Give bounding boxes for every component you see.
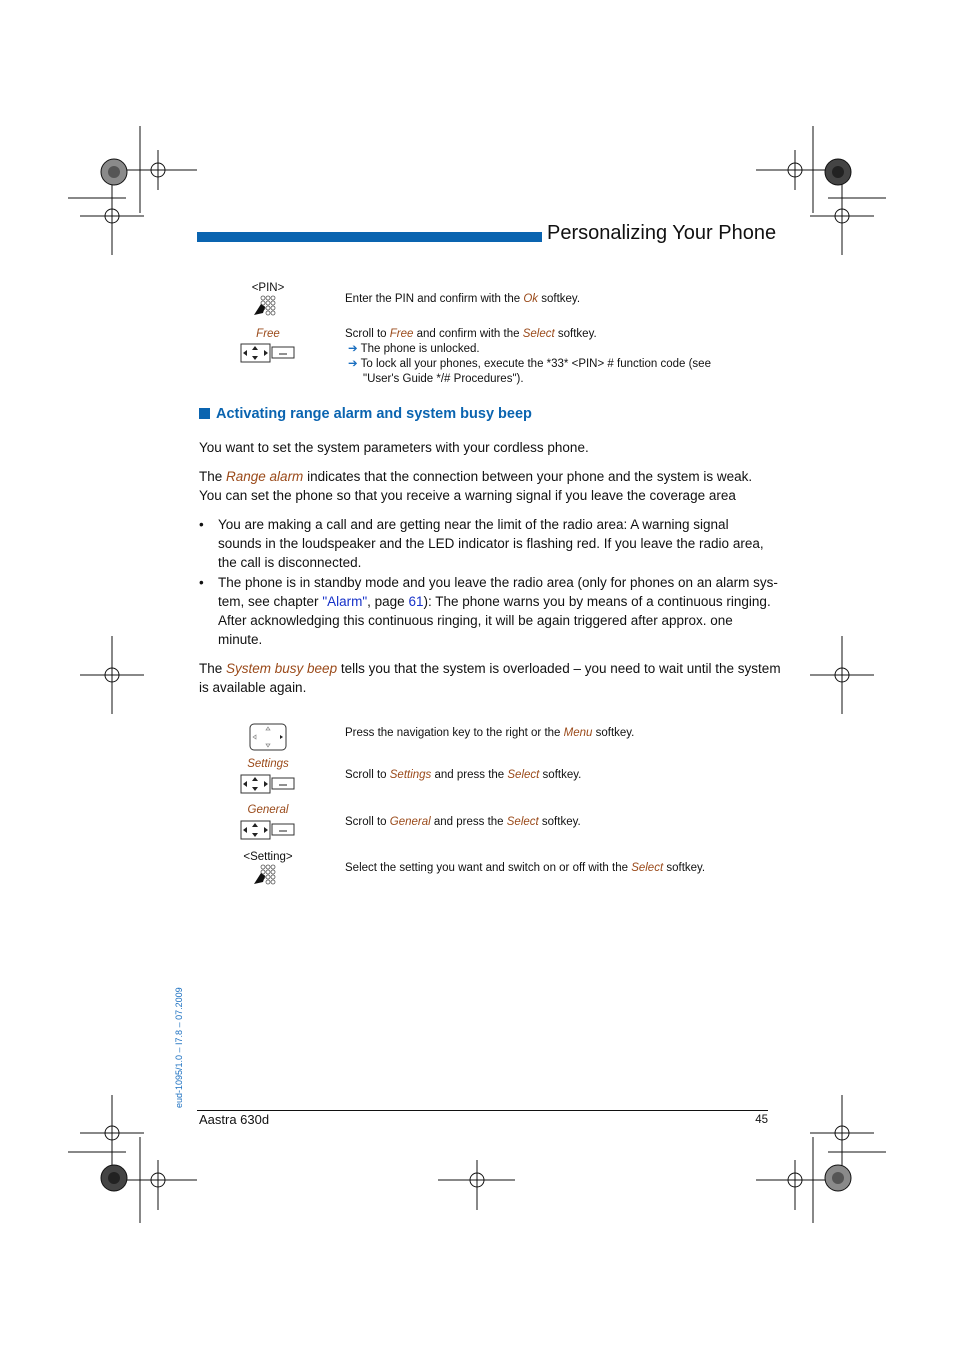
step-text-pin: Enter the PIN and confirm with the Ok softkey. xyxy=(345,293,581,305)
step-label-settings: Settings xyxy=(247,758,289,770)
busy-beep-paragraph: The System busy beep tells you that the system is overloaded – you need to wait until the system is available again. xyxy=(199,661,781,695)
bullet-item-standby: • The phone is in standby mode and you leave the radio area (only for phones on an alarm sys- tem, see chapter "Alarm", page 61): The phone warns you by means of a continuous ringing. After acknowledging this continuous ringing, it will be again triggered after approx. one minute. xyxy=(199,575,778,647)
arrow-icon: ➔ xyxy=(348,358,358,370)
step-label-general: General xyxy=(247,804,289,816)
registration-wheel-top-left xyxy=(101,159,127,185)
page-link[interactable]: 61 xyxy=(408,594,424,609)
range-alarm-paragraph: The Range alarm indicates that the connection between your phone and the system is weak. You can set the phone so that you receive a warning signal if you leave the coverage area xyxy=(199,469,753,503)
document-id: eud-1095/1.0 – I7.8 – 07.2009 xyxy=(174,987,184,1108)
step-label-pin: <PIN> xyxy=(251,282,285,294)
step-text-settings: Scroll to Settings and press the Select softkey. xyxy=(345,769,582,781)
intro-paragraph: You want to set the system parameters with your cordless phone. xyxy=(199,440,589,455)
note-lock-all: ➔ To lock all your phones, execute the *33* <PIN> # function code (see xyxy=(348,358,711,370)
step-text-general: Scroll to General and press the Select softkey. xyxy=(345,816,581,828)
navigation-softkey-icon xyxy=(240,773,296,795)
navigation-softkey-icon xyxy=(240,342,296,364)
page-number: 45 xyxy=(755,1114,768,1126)
step-text-setting: Select the setting you want and switch on or off with the Select softkey. xyxy=(345,862,706,874)
alarm-chapter-link[interactable]: "Alarm" xyxy=(322,594,368,609)
keypad-hand-icon xyxy=(253,864,279,886)
note-unlocked: ➔ The phone is unlocked. xyxy=(348,343,480,355)
section-square-icon xyxy=(199,408,210,419)
header-bar xyxy=(197,232,542,242)
arrow-icon: ➔ xyxy=(348,343,358,355)
registration-wheel-bottom-right xyxy=(825,1165,851,1191)
navigation-softkey-icon xyxy=(240,819,296,841)
page-title: Personalizing Your Phone xyxy=(547,222,777,244)
bullet-item-call: • You are making a call and are getting near the limit of the radio area: A warning signal sounds in the loudspeaker and the LED indicator is flashing red. If you leave the radio area, the call is disconnected. xyxy=(199,517,764,570)
step-text-free: Scroll to Free and confirm with the Select softkey. xyxy=(345,328,597,340)
note-lock-all-cont: "User's Guide */# Procedures"). xyxy=(363,373,524,385)
step-label-setting: <Setting> xyxy=(243,851,293,863)
step-text-menu: Press the navigation key to the right or the Menu softkey. xyxy=(345,727,635,739)
section-heading: Activating range alarm and system busy beep xyxy=(199,406,532,422)
registration-wheel-top-right xyxy=(825,159,851,185)
keypad-hand-icon xyxy=(253,295,279,317)
footer-product: Aastra 630d xyxy=(199,1112,270,1127)
step-label-free: Free xyxy=(256,328,280,340)
registration-wheel-bottom-left xyxy=(101,1165,127,1191)
navigation-key-icon xyxy=(249,723,287,751)
footer-rule xyxy=(197,1110,768,1111)
